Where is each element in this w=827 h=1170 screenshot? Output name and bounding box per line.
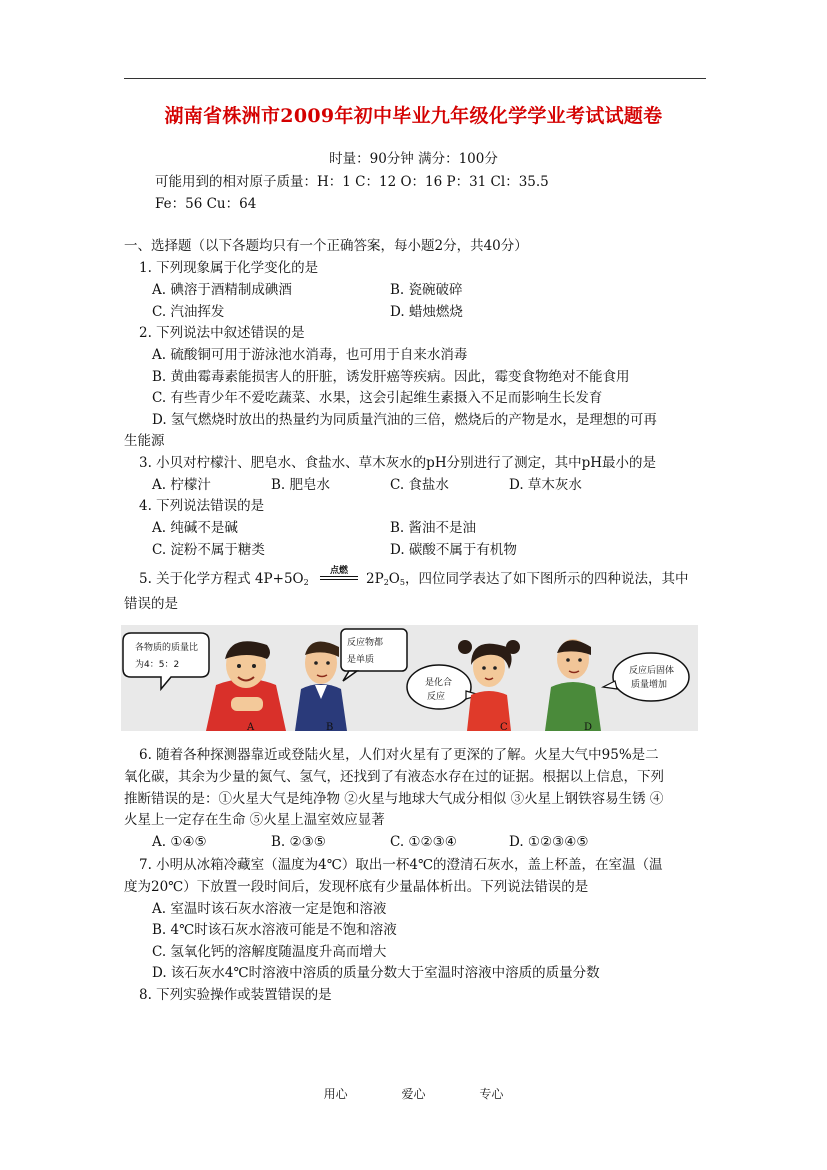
question-1-option-b: B. 瓷碗破碎	[390, 282, 463, 298]
equation-reactants: 5. 关于化学方程式 4P+5O	[139, 571, 304, 587]
question-4-stem: 4. 下列说法错误的是	[139, 498, 265, 514]
figure-label-b: B	[326, 722, 334, 733]
equation-subscript-o2: 2	[303, 578, 309, 587]
footer-word-2: 爱心	[401, 1087, 426, 1101]
question-2-option-d-cont: 生能源	[124, 433, 165, 449]
question-6-option-d: D. ①②③④⑤	[509, 834, 589, 850]
question-3-option-c: C. 食盐水	[390, 477, 449, 493]
question-2-option-d: D. 氢气燃烧时放出的热量约为同质量汽油的三倍，燃烧后的产物是水，是理想的可再	[152, 412, 657, 428]
question-4-option-a: A. 纯碱不是碱	[152, 520, 238, 536]
equation-subscript-p: 2	[383, 578, 389, 587]
question-6-line-2: 氧化碳，其余为少量的氮气、氢气，还找到了有液态水存在过的证据。根据以上信息，下列	[124, 769, 664, 785]
question-4-option-d: D. 碳酸不属于有机物	[390, 542, 517, 558]
question-3-option-d: D. 草木灰水	[509, 477, 582, 493]
page-footer	[0, 1085, 827, 1102]
question-3-option-b: B. 肥皂水	[271, 477, 331, 493]
question-6-line-3: 推断错误的是：①火星大气是纯净物 ②火星与地球大气成分相似 ③火星上钢铁容易生锈 ④	[124, 791, 664, 807]
bubble-a-text-1: 各物质的质量比	[135, 643, 199, 653]
bubble-c-text-1: 是化合	[425, 678, 453, 688]
question-7-option-c: C. 氢氧化钙的溶解度随温度升高而增大	[152, 944, 387, 960]
question-2-stem: 2. 下列说法中叙述错误的是	[139, 325, 305, 341]
question-5-stem-tail: ，四位同学表达了如下图所示的四种说法，其中	[404, 571, 689, 587]
figure-label-d: D	[584, 722, 593, 733]
question-4-option-c: C. 淀粉不属于糖类	[152, 542, 265, 558]
question-8-stem: 8. 下列实验操作或装置错误的是	[139, 987, 332, 1003]
question-6-line-1: 6. 随着各种探测器靠近或登陆火星，人们对火星有了更深的了解。火星大气中95%是二	[139, 747, 659, 763]
equation-product-p: 2P	[366, 571, 384, 587]
question-1-option-c: C. 汽油挥发	[152, 304, 225, 320]
page-title: 湖南省株洲市2009年初中毕业九年级化学学业考试试题卷	[164, 105, 663, 127]
students-illustration	[121, 625, 698, 731]
question-6-line-4: 火星上一定存在生命 ⑤火星上温室效应显著	[124, 812, 385, 828]
time-info: 时量：90分钟 满分：100分	[329, 151, 498, 167]
bubble-c-text-2: 反应	[427, 692, 446, 702]
question-2-option-c: C. 有些青少年不爱吃蔬菜、水果，这会引起维生素摄入不足而影响生长发育	[152, 390, 603, 406]
bubble-d-text-1: 反应后固体	[629, 666, 675, 676]
footer-word-3: 专心	[479, 1087, 504, 1101]
header-rule	[124, 78, 706, 79]
bubble-d-text-2: 质量增加	[631, 680, 668, 690]
bubble-b-text-1: 反应物都	[347, 638, 384, 648]
question-5-stem-rest	[366, 570, 688, 592]
question-7-line-1: 7. 小明从冰箱冷藏室（温度为4℃）取出一杯4℃的澄清石灰水，盖上杯盖，在室温（温	[139, 857, 663, 873]
question-4-option-b: B. 酱油不是油	[390, 520, 477, 536]
equation-bar-bottom	[320, 579, 358, 580]
question-6-option-a: A. ①④⑤	[152, 834, 207, 850]
question-1-option-a: A. 碘溶于酒精制成碘酒	[152, 282, 292, 298]
equation-bar-top	[320, 576, 358, 577]
question-6-option-c: C. ①②③④	[390, 834, 457, 850]
question-3-stem: 3. 小贝对柠檬汁、肥皂水、食盐水、草木灰水的pH分别进行了测定，其中pH最小的是	[139, 455, 657, 471]
equation-condition: 点燃	[329, 566, 348, 576]
question-6-option-b: B. ②③⑤	[271, 834, 326, 850]
section-heading: 一、选择题（以下各题均只有一个正确答案，每小题2分，共40分）	[124, 238, 528, 254]
equation-product-o: O	[388, 571, 400, 587]
question-1-stem: 1. 下列现象属于化学变化的是	[139, 260, 319, 276]
question-3-option-a: A. 柠檬汁	[152, 477, 211, 493]
question-7-line-2: 度为20℃）下放置一段时间后，发现杯底有少量晶体析出。下列说法错误的是	[124, 879, 589, 895]
question-5-stem	[139, 570, 309, 592]
equation-subscript-o: 5	[399, 578, 405, 587]
question-5-stem-line-2: 错误的是	[124, 596, 178, 612]
figure-label-c: C	[500, 722, 508, 733]
question-7-option-a: A. 室温时该石灰水溶液一定是饱和溶液	[152, 901, 387, 917]
figure-label-a: A	[247, 722, 255, 733]
question-7-option-b: B. 4℃时该石灰水溶液可能是不饱和溶液	[152, 922, 397, 938]
bubble-b-text-2: 是单质	[347, 655, 375, 665]
question-2-option-a: A. 硫酸铜可用于游泳池水消毒，也可用于自来水消毒	[152, 347, 468, 363]
footer-word-1: 用心	[323, 1087, 348, 1101]
atomic-mass-line-1: 可能用到的相对原子质量：H：1 C：12 O：16 P：31 Cl：35.5	[155, 174, 549, 190]
question-7-option-d: D. 该石灰水4℃时溶液中溶质的质量分数大于室温时溶液中溶质的质量分数	[152, 965, 600, 981]
atomic-mass-line-2: Fe：56 Cu：64	[155, 196, 257, 212]
question-2-option-b: B. 黄曲霉毒素能损害人的肝脏，诱发肝癌等疾病。因此，霉变食物绝对不能食用	[152, 369, 630, 385]
question-1-option-d: D. 蜡烛燃烧	[390, 304, 463, 320]
bubble-a-text-2: 为4：5：2	[135, 660, 180, 670]
